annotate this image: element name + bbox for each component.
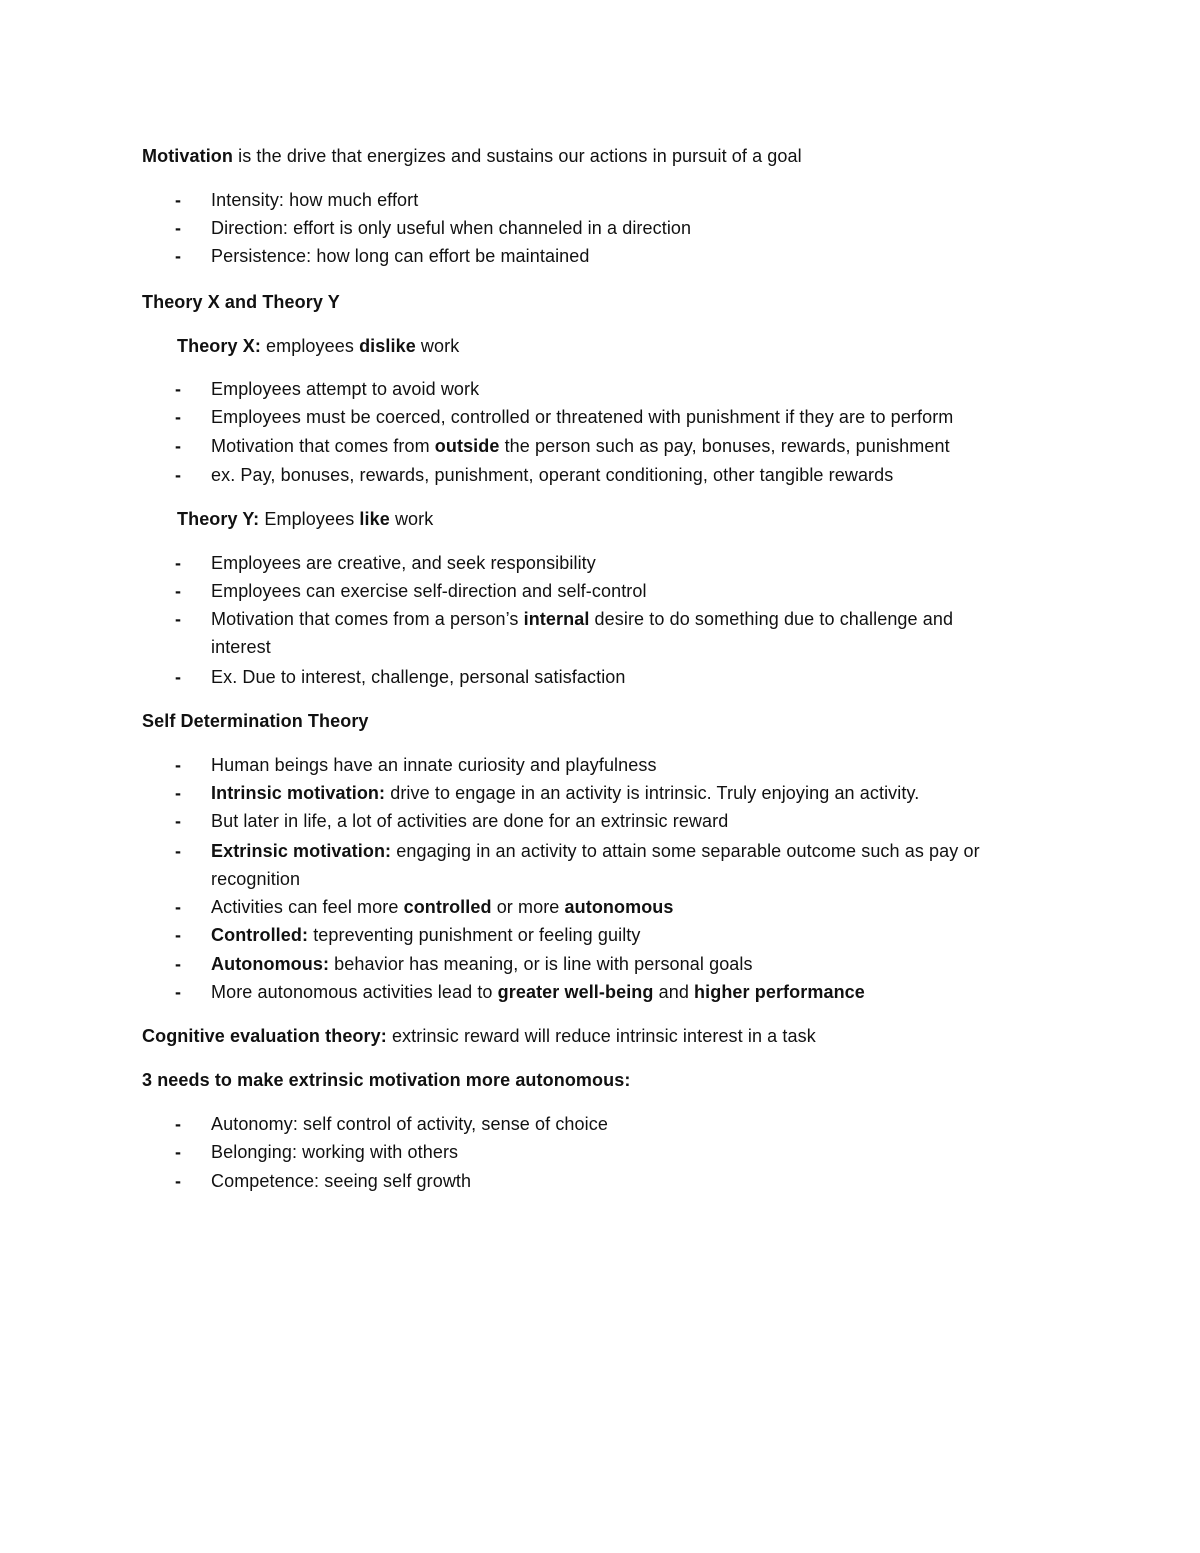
bullet-dash: - [175, 897, 182, 917]
list-item: Direction: effort is only useful when channeled in a direction [211, 218, 692, 238]
bullet-dash: - [175, 246, 182, 266]
list-item: ex. Pay, bonuses, rewards, punishment, operant conditioning, other tangible rewards [211, 465, 894, 485]
list-item: Motivation that comes from a person’s internal desire to do something due to challenge and [211, 609, 954, 629]
list-item: More autonomous activities lead to greater well-being and higher performance [211, 982, 865, 1002]
list-item: Extrinsic motivation: engaging in an activity to attain some separable outcome such as pay or [211, 841, 980, 861]
bullet-dash: - [175, 783, 182, 803]
bullet-dash: - [175, 465, 182, 485]
bullet-dash: - [175, 407, 182, 427]
bullet-dash: - [175, 553, 182, 573]
cognitive-evaluation-theory: Cognitive evaluation theory: extrinsic reward will reduce intrinsic interest in a task [142, 1026, 816, 1046]
bullet-dash: - [175, 581, 182, 601]
bullet-dash: - [175, 1142, 182, 1162]
list-item: But later in life, a lot of activities are done for an extrinsic reward [211, 811, 729, 831]
bullet-dash: - [175, 218, 182, 238]
list-item: Competence: seeing self growth [211, 1171, 472, 1191]
list-item: Motivation that comes from outside the person such as pay, bonuses, rewards, punishment [211, 436, 950, 456]
section-heading-sdt: Self Determination Theory [142, 711, 369, 731]
bullet-dash: - [175, 609, 182, 629]
bullet-dash: - [175, 841, 182, 861]
motivation-definition: Motivation is the drive that energizes and sustains our actions in pursuit of a goal [142, 146, 802, 166]
list-item: Persistence: how long can effort be maintained [211, 246, 590, 266]
bullet-dash: - [175, 1171, 182, 1191]
bullet-dash: - [175, 667, 182, 687]
list-item: Autonomy: self control of activity, sense of choice [211, 1114, 608, 1134]
list-item-continuation: interest [211, 637, 271, 657]
bullet-dash: - [175, 982, 182, 1002]
theory-x-definition: Theory X: employees dislike work [177, 336, 460, 356]
list-item: Ex. Due to interest, challenge, personal satisfaction [211, 667, 626, 687]
list-item: Belonging: working with others [211, 1142, 459, 1162]
list-item: Intrinsic motivation: drive to engage in an activity is intrinsic. Truly enjoying an activity. [211, 783, 920, 803]
bullet-dash: - [175, 755, 182, 775]
bullet-dash: - [175, 436, 182, 456]
list-item: Employees can exercise self-direction and self-control [211, 581, 647, 601]
section-heading-needs: 3 needs to make extrinsic motivation more autonomous: [142, 1070, 631, 1090]
section-heading-theory-xy: Theory X and Theory Y [142, 292, 340, 312]
bullet-dash: - [175, 1114, 182, 1134]
list-item: Controlled: tepreventing punishment or feeling guilty [211, 925, 641, 945]
bullet-dash: - [175, 379, 182, 399]
bullet-dash: - [175, 925, 182, 945]
list-item: Autonomous: behavior has meaning, or is line with personal goals [211, 954, 753, 974]
list-item: Employees must be coerced, controlled or threatened with punishment if they are to perform [211, 407, 954, 427]
list-item: Employees are creative, and seek responsibility [211, 553, 596, 573]
list-item: Activities can feel more controlled or more autonomous [211, 897, 674, 917]
list-item: Human beings have an innate curiosity and playfulness [211, 755, 657, 775]
bullet-dash: - [175, 811, 182, 831]
theory-y-definition: Theory Y: Employees like work [177, 509, 434, 529]
list-item: Intensity: how much effort [211, 190, 419, 210]
bullet-dash: - [175, 190, 182, 210]
list-item-continuation: recognition [211, 869, 301, 889]
bullet-dash: - [175, 954, 182, 974]
list-item: Employees attempt to avoid work [211, 379, 480, 399]
